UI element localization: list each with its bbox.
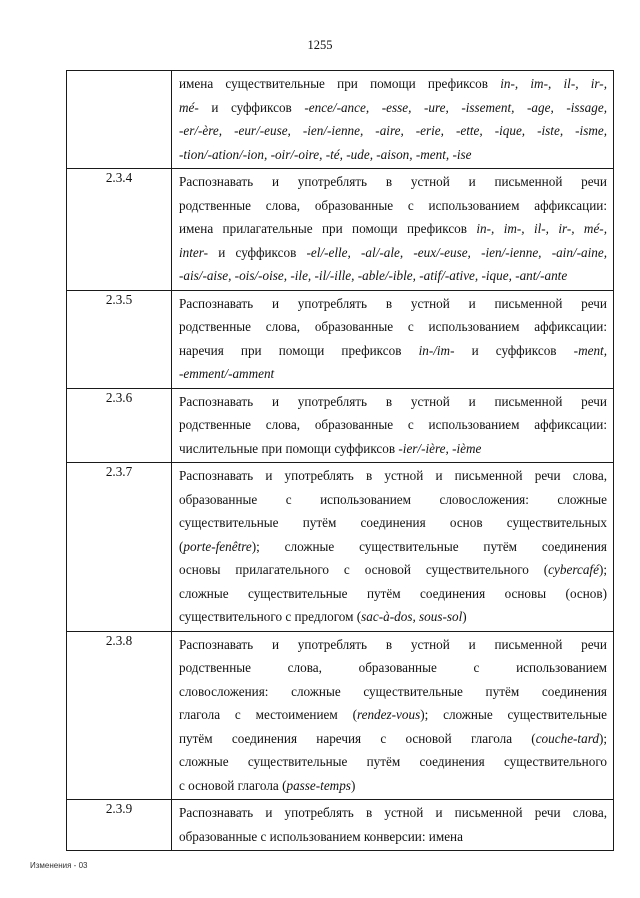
text-segment: родственные слова, образованные с использованием аффиксации: (179, 417, 607, 432)
text-segment: путём соединения наречия с основой глагола ( (179, 730, 536, 746)
table-body (67, 71, 614, 851)
text-segment: сложные существительные путём соединения основы (основ) (179, 585, 607, 601)
italic-affix-text: porte-fenêtre (183, 538, 252, 554)
text-line (179, 801, 607, 825)
text-line (179, 750, 607, 774)
text-line (179, 464, 607, 488)
text-line (179, 241, 607, 265)
italic-affix-text: -er/-ère, -eur/-euse, -ien/-ienne, -aire, -erie, -ette, -ique, -iste, -isme, (179, 123, 607, 138)
requirement-text (172, 631, 614, 800)
text-line (179, 633, 607, 657)
text-segment: и суффиксов (454, 342, 574, 358)
italic-affix-text: -ence/-ance, -esse, -ure, -issement, -age, -issage, (304, 99, 607, 115)
text-line (179, 72, 607, 96)
text-segment: имена существительные при помощи префиксов (179, 76, 501, 91)
requirement-text (172, 800, 614, 851)
section-code: 2.3.6 (67, 388, 172, 463)
text-segment: Распознавать и употреблять в устной и письменной речи слова, (179, 468, 607, 483)
text-segment: глагола с местоимением ( (179, 707, 357, 722)
text-line (179, 488, 607, 512)
text-line (179, 535, 607, 559)
italic-affix-text: -emment/-amment (179, 366, 275, 381)
requirement-text (172, 388, 614, 463)
text-segment: и суффиксов (208, 244, 307, 260)
text-line (179, 119, 607, 143)
text-segment: существительные путём соединения основ существительных (179, 515, 607, 530)
text-segment: Распознавать и употреблять в устной и письменной речи слова, (179, 805, 607, 820)
italic-affix-text: -el/-elle, -al/-ale, -eux/-euse, -ien/-ienne, -ain/-aine, (306, 244, 607, 260)
text-segment: Распознавать и употреблять в устной и письменной речи (179, 393, 607, 409)
text-line (179, 703, 607, 727)
text-line (179, 315, 607, 339)
text-segment: числительные при помощи суффиксов (179, 440, 399, 456)
text-line (179, 339, 607, 363)
section-code: 2.3.5 (67, 290, 172, 388)
table-row (67, 290, 614, 388)
text-line (179, 605, 607, 629)
text-segment: родственные слова, образованные с использованием аффиксации: (179, 197, 607, 213)
content-table (66, 70, 614, 851)
text-segment: имена прилагательные при помощи префиксов (179, 221, 477, 236)
text-segment: сложные существительные путём соединения существительного (179, 754, 607, 769)
text-segment: ) (350, 777, 356, 793)
text-segment: родственные слова, образованные с использованием аффиксации: (179, 319, 607, 334)
text-segment: образованные с использованием конверсии: имена (179, 828, 463, 844)
italic-affix-text: in-/im- (418, 342, 455, 358)
footer-revision-note: Изменения - 03 (30, 861, 88, 870)
text-line (179, 825, 607, 849)
italic-affix-text: sac-à-dos, sous-sol (361, 609, 463, 624)
text-line (179, 390, 607, 414)
text-line (179, 170, 607, 194)
text-segment: Распознавать и употреблять в устной и письменной речи (179, 174, 607, 189)
text-line (179, 217, 607, 241)
text-segment: существительного с предлогом ( (179, 609, 362, 624)
section-code: 2.3.4 (67, 169, 172, 291)
text-segment: ( (179, 538, 184, 554)
text-segment: и суффиксов (198, 99, 305, 115)
text-line (179, 582, 607, 606)
section-code: 2.3.8 (67, 631, 172, 800)
text-line (179, 437, 607, 461)
text-segment: родственные слова, образованные с использованием (179, 660, 607, 675)
table-row (67, 388, 614, 463)
requirement-text (172, 463, 614, 632)
table-row (67, 631, 614, 800)
italic-affix-text: in-, im-, il-, ir-, (500, 76, 607, 91)
text-line (179, 143, 607, 167)
text-line (179, 194, 607, 218)
italic-affix-text: -tion/-ation/-ion, -oir/-oire, -té, -ude, -aison, -ment, -ise (179, 146, 472, 162)
text-segment: с основой глагола ( (179, 777, 287, 793)
text-line (179, 264, 607, 288)
section-code (67, 71, 172, 169)
text-segment: словосложения: сложные существительные путём соединения (179, 683, 607, 699)
text-line (179, 656, 607, 680)
text-line (179, 413, 607, 437)
text-segment: ); (598, 562, 607, 577)
text-line (179, 558, 607, 582)
text-line (179, 680, 607, 704)
italic-affix-text: mé- (179, 99, 199, 115)
section-code: 2.3.7 (67, 463, 172, 632)
text-line (179, 362, 607, 386)
requirement-text (172, 290, 614, 388)
table-row (67, 71, 614, 169)
italic-affix-text: rendez-vous (356, 707, 421, 722)
requirement-text (172, 71, 614, 169)
italic-affix-text: in-, im-, il-, ir-, mé-, (476, 221, 607, 236)
text-segment: образованные с использованием словосложения: сложные (179, 491, 607, 507)
text-line (179, 511, 607, 535)
text-line (179, 774, 607, 798)
text-segment: Распознавать и употреблять в устной и письменной речи (179, 295, 607, 311)
page-number: 1255 (307, 38, 333, 52)
text-line (179, 292, 607, 316)
italic-affix-text: -ier/-ière, -ième (398, 440, 482, 456)
section-code: 2.3.9 (67, 800, 172, 851)
text-line (179, 96, 607, 120)
text-segment: Распознавать и употреблять в устной и письменной речи (179, 636, 607, 652)
table-row (67, 463, 614, 632)
italic-affix-text: cybercafé (548, 562, 599, 577)
text-segment: ); сложные существительные путём соединения (251, 538, 607, 554)
table-row (67, 169, 614, 291)
italic-affix-text: couche-tard (535, 730, 599, 746)
text-line (179, 727, 607, 751)
text-segment: ) (462, 609, 467, 624)
text-segment: ); сложные существительные (420, 707, 607, 722)
text-segment: наречия при помощи префиксов (179, 342, 419, 358)
italic-affix-text: inter- (179, 244, 209, 260)
italic-affix-text: passe-temps (286, 777, 351, 793)
requirement-text (172, 169, 614, 291)
italic-affix-text: -ais/-aise, -ois/-oise, -ile, -il/-ille, -able/-ible, -atif/-ative, -ique, -ant/-ante (179, 268, 568, 283)
text-segment: основы прилагательного с основой существительного ( (179, 562, 549, 577)
table-row (67, 800, 614, 851)
text-segment: ); (598, 730, 607, 746)
italic-affix-text: -ment, (573, 342, 607, 358)
